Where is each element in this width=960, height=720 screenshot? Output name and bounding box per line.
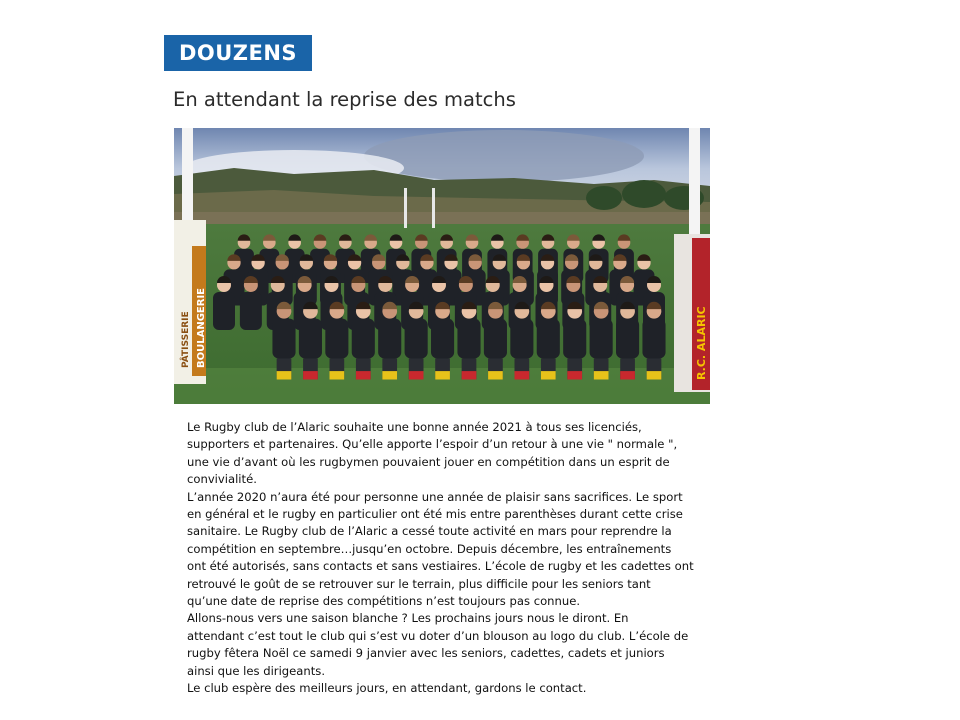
article-line: une vie d’avant où les rugbymen pouvaient jouer en compétition dans un esprit de bbox=[187, 454, 670, 469]
player-socks bbox=[435, 371, 450, 379]
location-banner-label: DOUZENS bbox=[178, 41, 298, 65]
player-socks bbox=[382, 371, 397, 379]
article-headline: En attendant la reprise des matchs bbox=[173, 88, 516, 111]
player-jacket bbox=[563, 319, 586, 359]
players-group bbox=[213, 234, 666, 379]
article-line: Le Rugby club de l’Alaric souhaite une bonne année 2021 à tous ses licenciés, bbox=[187, 420, 642, 434]
player-jacket bbox=[378, 319, 401, 359]
article-body bbox=[187, 419, 707, 698]
player-socks bbox=[330, 371, 345, 379]
player-jacket bbox=[272, 319, 295, 359]
player-jacket bbox=[457, 319, 480, 359]
article-line: sanitaire. Le Rugby club de l’Alaric a cessé toute activité en mars pour reprendre la bbox=[187, 524, 672, 539]
player-socks bbox=[541, 371, 556, 379]
article-line: ainsi que les dirigeants. bbox=[187, 663, 326, 678]
article-line: supporters et partenaires. Qu’elle apporte l’espoir d’un retour à une vie " normale ", bbox=[187, 437, 678, 452]
player-socks bbox=[594, 371, 609, 379]
player-socks bbox=[515, 371, 530, 379]
sponsor-text-patisserie: PÂTISSERIE bbox=[181, 311, 191, 368]
player-jacket bbox=[299, 319, 322, 359]
article-line: retrouvé le goût de se retrouver sur le terrain, plus difficile pour les seniors tant bbox=[187, 576, 651, 591]
article-line: attendant c’est tout le club qui s’est vu doter d’un blouson au logo du club. L’école de bbox=[187, 628, 689, 643]
player-socks bbox=[356, 371, 371, 379]
player-socks bbox=[277, 371, 292, 379]
player-jacket bbox=[325, 319, 348, 359]
player-jacket bbox=[405, 319, 428, 359]
player-jacket bbox=[642, 319, 665, 359]
player-socks bbox=[409, 371, 424, 379]
player-jacket bbox=[240, 292, 262, 330]
article-line: rugby fêtera Noël ce samedi 9 janvier avec les seniors, cadettes, cadets et juniors bbox=[187, 646, 665, 661]
article-line: L’année 2020 n’aura été pour personne une année de plaisir sans sacrifices. Le sport bbox=[187, 489, 683, 504]
player-jacket bbox=[510, 319, 533, 359]
location-banner bbox=[164, 35, 312, 71]
player-socks bbox=[303, 371, 318, 379]
player-jacket bbox=[484, 319, 507, 359]
player-jacket bbox=[590, 319, 613, 359]
article-line: Allons-nous vers une saison blanche ? Les prochains jours nous le diront. En bbox=[187, 611, 629, 626]
article-line: ont été autorisés, sans contacts et sans vestiaires. L’école de rugby et les cadettes ont bbox=[187, 559, 694, 574]
player-socks bbox=[462, 371, 477, 379]
player-socks bbox=[620, 371, 635, 379]
article-line: Le club espère des meilleurs jours, en attendant, gardons le contact. bbox=[187, 681, 587, 696]
player-jacket bbox=[352, 319, 375, 359]
article-line: en général et le rugby en particulier ont été mis entre parenthèses durant cette crise bbox=[187, 507, 683, 522]
club-banner-text: R.C. ALARIC bbox=[695, 306, 708, 380]
article-line: compétition en septembre…jusqu’en octobre. Depuis décembre, les entraînements bbox=[187, 541, 672, 556]
team-photo bbox=[174, 128, 710, 404]
player-jacket bbox=[431, 319, 454, 359]
article-line: qu’une date de reprise des compétitions n’est toujours pas connue. bbox=[187, 594, 581, 609]
article-line: convivialité. bbox=[187, 472, 257, 487]
player-socks bbox=[647, 371, 662, 379]
player-socks bbox=[567, 371, 582, 379]
player-jacket bbox=[616, 319, 639, 359]
player-jacket bbox=[537, 319, 560, 359]
team-photo-illustration bbox=[174, 128, 710, 404]
player-socks bbox=[488, 371, 503, 379]
player-jacket bbox=[213, 292, 235, 330]
sponsor-text-boulangerie: BOULANGERIE bbox=[196, 287, 207, 368]
